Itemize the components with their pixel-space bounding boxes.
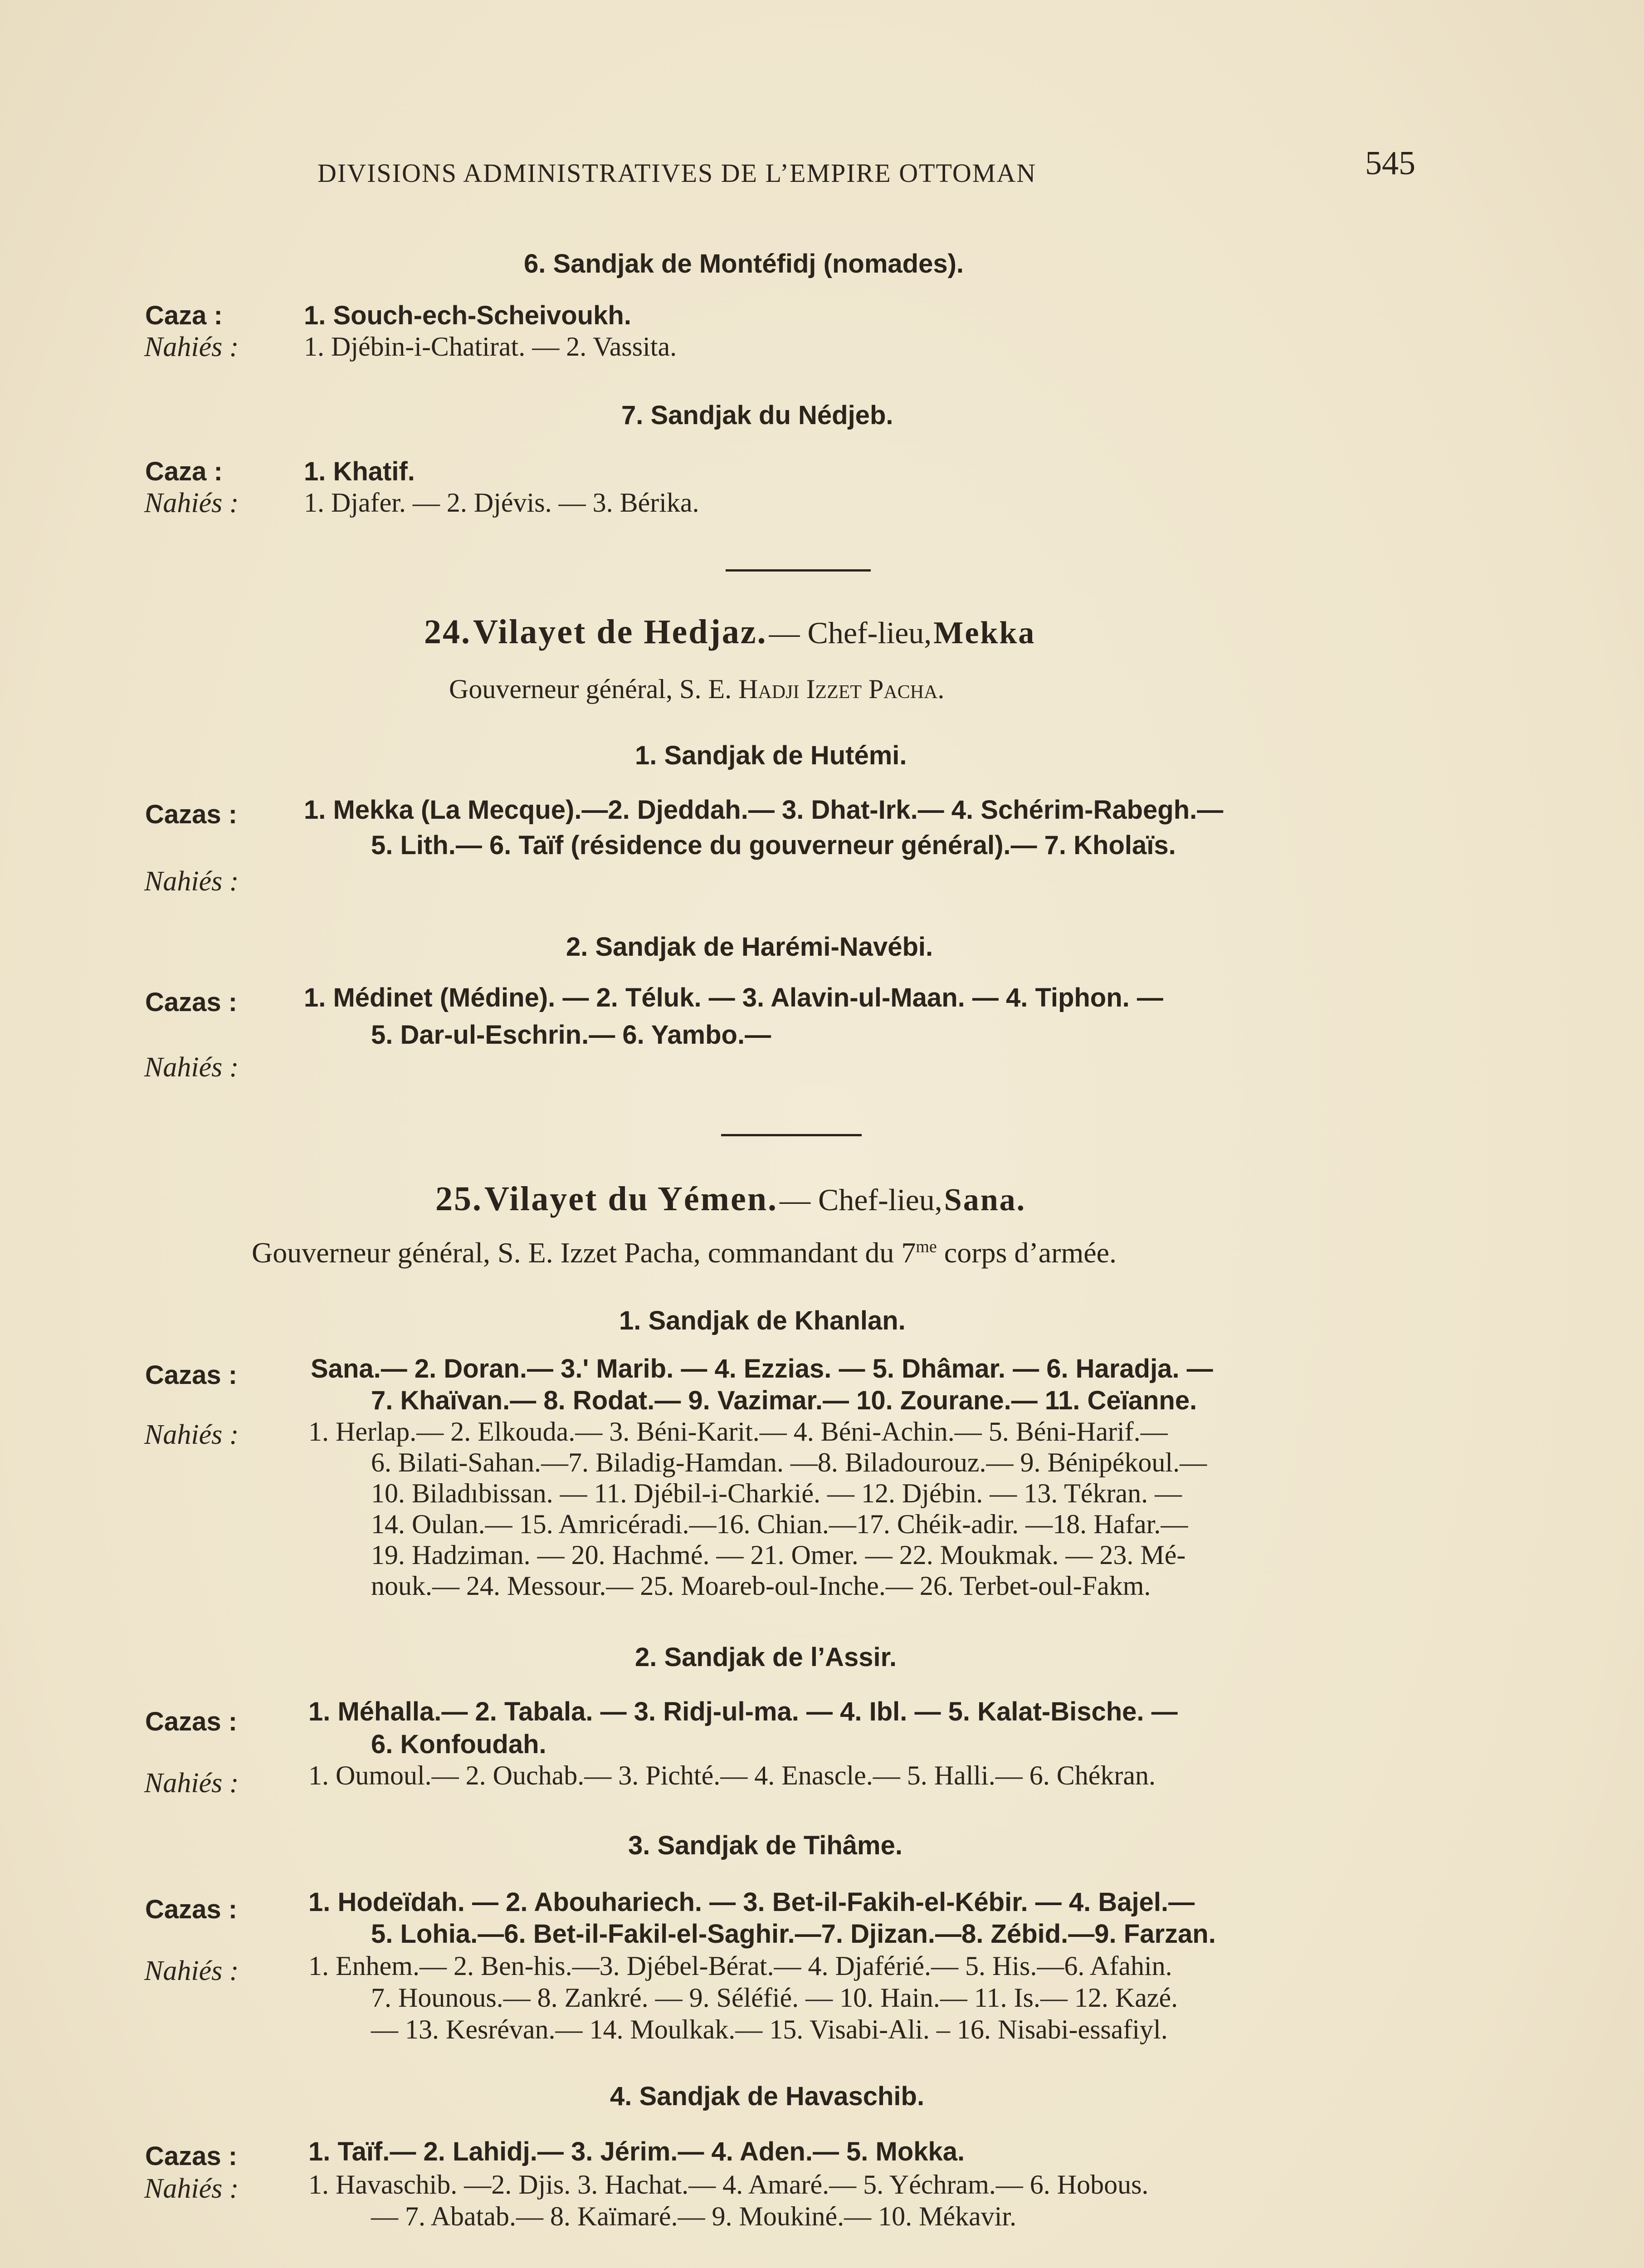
nahies-label: Nahiés :	[144, 488, 239, 518]
cazas-label: Cazas :	[145, 2141, 238, 2171]
cazas-entry: 1. Médinet (Médine). — 2. Téluk. — 3. Alavin-ul-Maan. — 4. Tiphon. —	[304, 983, 1163, 1012]
nahies-label: Nahiés :	[144, 332, 239, 362]
vilayet-name: Vilayet de Hedjaz.	[473, 613, 767, 651]
cazas-entry: 7. Khaïvan.— 8. Rodat.— 9. Vazimar.— 10. Zourane.— 11. Ceïanne.	[371, 1386, 1197, 1415]
nahies-entry: 1. Djébin-i-Chatirat. — 2. Vassita.	[304, 332, 677, 362]
vilayet-number: 24.	[424, 613, 471, 651]
governor-line	[252, 1236, 1117, 1270]
governor-name: Hadji Izzet Pacha.	[738, 674, 945, 704]
nahies-entry: 1. Djafer. — 2. Djévis. — 3. Bérika.	[304, 488, 699, 518]
nahies-label: Nahiés :	[144, 866, 239, 897]
chef-lieu-label: — Chef-lieu,	[779, 1183, 942, 1217]
cazas-label: Cazas :	[145, 1895, 238, 1924]
nahies-label: Nahiés :	[144, 1419, 239, 1450]
caza-label: Caza :	[145, 457, 223, 486]
cazas-entry: 5. Dar-ul-Eschrin.— 6. Yambo.—	[371, 1020, 771, 1050]
nahies-entry: — 7. Abatab.— 8. Kaïmaré.— 9. Moukiné.— 10. Mékavir.	[371, 2201, 1017, 2231]
nahies-entry: 19. Hadziman. — 20. Hachmé. — 21. Omer. — 22. Moukmak. — 23. Mé-	[371, 1540, 1186, 1570]
cazas-label: Cazas :	[145, 1360, 238, 1390]
cazas-entry: 1. Mekka (La Mecque).—2. Djeddah.— 3. Dhat-Irk.— 4. Schérim-Rabegh.—	[304, 795, 1224, 825]
nahies-entry: 1. Oumoul.— 2. Ouchab.— 3. Pichté.— 4. Enascle.— 5. Halli.— 6. Chékran.	[308, 1760, 1156, 1790]
nahies-entry: 1. Herlap.— 2. Elkouda.— 3. Béni-Karit.— 4. Béni-Achin.— 5. Béni-Harif.—	[308, 1417, 1168, 1447]
caza-label: Caza :	[145, 301, 223, 330]
sandjak-title: 4. Sandjak de Havaschib.	[610, 2082, 925, 2111]
sandjak-title: 1. Sandjak de Hutémi.	[635, 741, 907, 770]
nahies-label: Nahiés :	[144, 1052, 239, 1083]
nahies-entry: 14. Oulan.— 15. Amricéradi.—16. Chian.—17. Chéik-adir. —18. Hafar.—	[371, 1509, 1188, 1539]
cazas-label: Cazas :	[145, 987, 238, 1017]
cazas-entry: 5. Lohia.—6. Bet-il-Fakil-el-Saghir.—7. Djizan.—8. Zébid.—9. Farzan.	[371, 1919, 1216, 1949]
caza-entry: 1. Khatif.	[304, 457, 415, 486]
sandjak-title: 2. Sandjak de l’Assir.	[635, 1642, 897, 1672]
nahies-label: Nahiés :	[144, 1955, 239, 1986]
vilayet-number: 25.	[435, 1180, 483, 1218]
sandjak-title: 7. Sandjak du Nédjeb.	[621, 401, 893, 430]
nahies-entry: — 13. Kesrévan.— 14. Moulkak.— 15. Visabi-Ali. – 16. Nisabi-essafiyl.	[371, 2014, 1168, 2044]
governor-prefix: Gouverneur général, S. E.	[449, 674, 732, 704]
cazas-entry: 1. Hodeïdah. — 2. Abouhariech. — 3. Bet-il-Fakih-el-Kébir. — 4. Bajel.—	[308, 1887, 1195, 1917]
sandjak-title: 2. Sandjak de Harémi-Navébi.	[566, 932, 933, 962]
nahies-entry: 1. Enhem.— 2. Ben-his.—3. Djébel-Bérat.— 4. Djaférié.— 5. His.—6. Afahin.	[308, 1951, 1172, 1981]
cazas-label: Cazas :	[145, 1707, 238, 1736]
nahies-label: Nahiés :	[144, 2173, 239, 2204]
nahies-entry: 1. Havaschib. —2. Djis. 3. Hachat.— 4. Amaré.— 5. Yéchram.— 6. Hobous.	[308, 2170, 1149, 2200]
cazas-entry: 1. Taïf.— 2. Lahidj.— 3. Jérim.— 4. Aden.— 5. Mokka.	[308, 2137, 965, 2166]
nahies-label: Nahiés :	[144, 1768, 239, 1799]
caza-entry: 1. Souch-ech-Scheivoukh.	[304, 301, 631, 330]
running-title: DIVISIONS ADMINISTRATIVES DE L’EMPIRE OTTOMAN	[317, 158, 1037, 188]
nahies-entry: 10. Biladıbissan. — 11. Djébil-i-Charkié. — 12. Djébin. — 13. Tékran. —	[371, 1478, 1182, 1508]
cazas-entry: 6. Konfoudah.	[371, 1730, 546, 1759]
page-number: 545	[1365, 145, 1415, 182]
nahies-entry: 7. Hounous.— 8. Zankré. — 9. Séléfié. — 10. Hain.— 11. Is.— 12. Kazé.	[371, 1983, 1178, 2013]
governor-superscript: me	[916, 1237, 937, 1256]
governor-line	[449, 674, 944, 705]
nahies-entry: 6. Bilati-Sahan.—7. Biladig-Hamdan. —8. Biladourouz.— 9. Bénipékoul.—	[371, 1447, 1207, 1477]
cazas-entry: Sana.— 2. Doran.— 3.' Marib. — 4. Ezzias. — 5. Dhâmar. — 6. Haradja. —	[311, 1354, 1213, 1383]
vilayet-title	[424, 612, 1035, 652]
governor-text-end: corps d’armée.	[937, 1237, 1117, 1269]
chef-lieu-city: Mekka	[933, 616, 1036, 650]
sandjak-title: 6. Sandjak de Montéfidj (nomades).	[524, 249, 964, 279]
section-rule	[721, 1134, 862, 1136]
cazas-entry: 5. Lith.— 6. Taïf (résidence du gouverneur général).— 7. Kholaïs.	[371, 831, 1176, 860]
vilayet-title	[435, 1179, 1026, 1219]
section-rule	[726, 569, 871, 572]
vilayet-name: Vilayet du Yémen.	[484, 1180, 778, 1218]
sandjak-title: 1. Sandjak de Khanlan.	[619, 1306, 906, 1335]
cazas-entry: 1. Méhalla.— 2. Tabala. — 3. Ridj-ul-ma. — 4. Ibl. — 5. Kalat-Bische. —	[308, 1697, 1178, 1726]
governor-text: Gouverneur général, S. E. Izzet Pacha, commandant du 7	[252, 1237, 916, 1269]
chef-lieu-label: — Chef-lieu,	[769, 616, 932, 650]
sandjak-title: 3. Sandjak de Tihâme.	[628, 1831, 902, 1860]
nahies-entry: nouk.— 24. Messour.— 25. Moareb-oul-Inche.— 26. Terbet-oul-Fakm.	[371, 1571, 1151, 1601]
chef-lieu-city: Sana.	[944, 1183, 1026, 1217]
cazas-label: Cazas :	[145, 800, 238, 829]
